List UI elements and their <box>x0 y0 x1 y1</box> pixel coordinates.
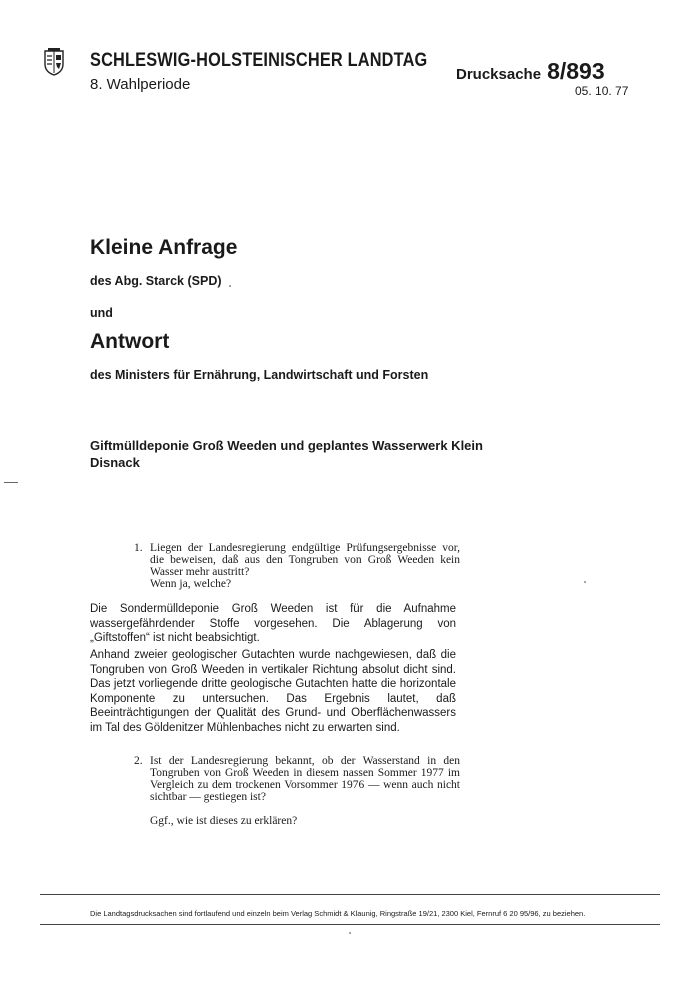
scan-speck <box>349 932 351 934</box>
answer-paragraph-2: Anhand zweier geologischer Gutachten wurde nachgewiesen, daß die Tongruben von Groß Weeden in vertikaler Richtung absolut dicht sind. Das jetzt vorliegende dritte geologische Gutachten hatte die horizontale Komponente zu untersuchen. Das Ergebnis lautet, daß Beeinträchtigungen der Qualität des Grund- und Oberflächenwassers im Tal des Göldenitzer Mühlenbaches nicht zu erwarten sind. <box>90 649 456 734</box>
question-followup: Ggf., wie ist dieses zu erklären? <box>150 815 298 827</box>
coat-of-arms-icon <box>44 48 64 76</box>
scan-speck <box>584 581 586 583</box>
question-2 <box>134 755 460 827</box>
margin-mark <box>4 482 18 483</box>
subject: Giftmülldeponie Groß Weeden und geplantes Wasserwerk Klein Disnack <box>90 438 483 470</box>
scan-speck <box>229 285 231 287</box>
question-1 <box>134 542 460 590</box>
parliament-name: SCHLESWIG-HOLSTEINISCHER LANDTAG <box>90 50 428 71</box>
drucksache-label: Drucksache <box>456 66 542 83</box>
document-date: 05. 10. 77 <box>575 84 629 98</box>
question-text: Liegen der Landesregierung endgültige Prüfungsergebnisse vor, die beweisen, daß aus den Tongruben von Groß Weeden kein Wasser mehr austritt? <box>150 542 460 578</box>
heading-antwort: Antwort <box>90 330 170 353</box>
heading-kleine-anfrage: Kleine Anfrage <box>90 236 238 259</box>
question-number: 1. <box>134 542 143 554</box>
footer-note: Die Landtagsdrucksachen sind fortlaufend und einzeln beim Verlag Schmidt & Klaunig, Ringstraße 19/21, 2300 Kiel, Fernruf 6 20 95/96, zu beziehen. <box>90 909 586 918</box>
footer-rule-top <box>40 894 660 895</box>
drucksache-reference <box>456 58 605 85</box>
question-number: 2. <box>134 755 143 767</box>
answer-paragraph-1: Die Sondermülldeponie Groß Weeden ist für die Aufnahme wassergefährdender Stoffe vorgesehen. Die Ablagerung von „Giftstoffen“ ist nicht beabsichtigt. <box>90 603 456 644</box>
conjunction-und: und <box>90 306 113 320</box>
legislative-period: 8. Wahlperiode <box>90 76 191 93</box>
drucksache-number: 8/893 <box>547 58 605 84</box>
question-text: Ist der Landesregierung bekannt, ob der Wasserstand in den Tongruben von Groß Weeden in diesem nassen Sommer 1977 im Vergleich zu dem trockenen Vorsommer 1976 — wenn auch nicht sichtbar — gestiegen ist? <box>150 755 460 803</box>
questioner: des Abg. Starck (SPD) <box>90 274 222 288</box>
question-followup: Wenn ja, welche? <box>150 578 232 590</box>
footer-rule-bottom <box>40 924 660 925</box>
ministry: des Ministers für Ernährung, Landwirtschaft und Forsten <box>90 368 429 382</box>
